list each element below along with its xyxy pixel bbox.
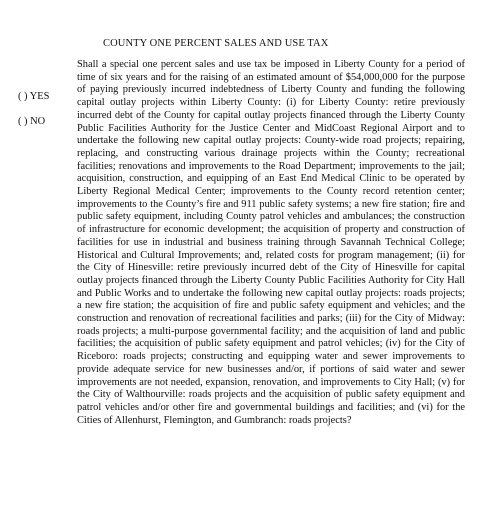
ballot-question-text: Shall a special one percent sales and use tax be imposed in Liberty County for a period of time of six years and for the raising of an estimated amount of $54,000,000 for the purpose of paying previously incurred indebtedness of Liberty County and funding the following capital outlay projects within Liberty County: (i) for Liberty County: retire previously incurred debt of the County for capital outlay projects financed through the Liberty County Public Facilities Authority for the Justice Center and MidCoast Regional Airport and to undertake the following new capital outlay projects: County-wide road projects; repairing, replacing, and constructing various drainage projects within the County; recreational facilities; renovations and improvements to the Road Department; improvements to the jail; acquisition, construction, and equipping of an East End Medical Clinic to be operated by Liberty Regional Medical Center; improvements to the County record retention center; improvements to the County’s fire and 911 public safety systems; a new fire station; fire and public safety equipment, including County patrol vehicles and ambulances; the construction of infrastructure for economic development; the acquisition of property and construction of facilities for use in industrial and business training through Savannah Technical College; Historical and Cultural Improvements; and, related costs for program management; (ii) for the City of Hinesville: retire previously incurred debt of the City of Hinesville for capital outlay projects financed through the Liberty County Public Facilities Authority for City Hall and Public Works and to undertake the following new capital outlay projects: roads projects; a new fire station; the acquisition of fire and public safety equipment and vehicles; and the construction and renovation of recreational facilities and parks; (iii) for the City of Midway: roads projects; a multi-purpose governmental facility; and the acquisition of land and public facilities; the acquisition of public safety equipment and patrol vehicles; (iv) for the City of Riceboro: roads projects; constructing and equipping water and sewer improvements to provide adequate service for new businesses and/or, if portions of said water and sewer improvements are not needed, expansion, renovation, and improvements to City Hall; (v) for the City of Walthourville: roads projects and the acquisition of public safety equipment and patrol vehicles and/or other fire and governmental buildings and facilities; and (vi) for the Cities of Allenhurst, Flemington, and Gumbranch: roads projects?	[77, 59, 465, 426]
vote-option-yes[interactable]: ( ) YES	[18, 91, 50, 102]
vote-option-no[interactable]: ( ) NO	[18, 116, 46, 127]
vote-options	[18, 84, 49, 134]
measure-title: COUNTY ONE PERCENT SALES AND USE TAX	[103, 38, 329, 49]
